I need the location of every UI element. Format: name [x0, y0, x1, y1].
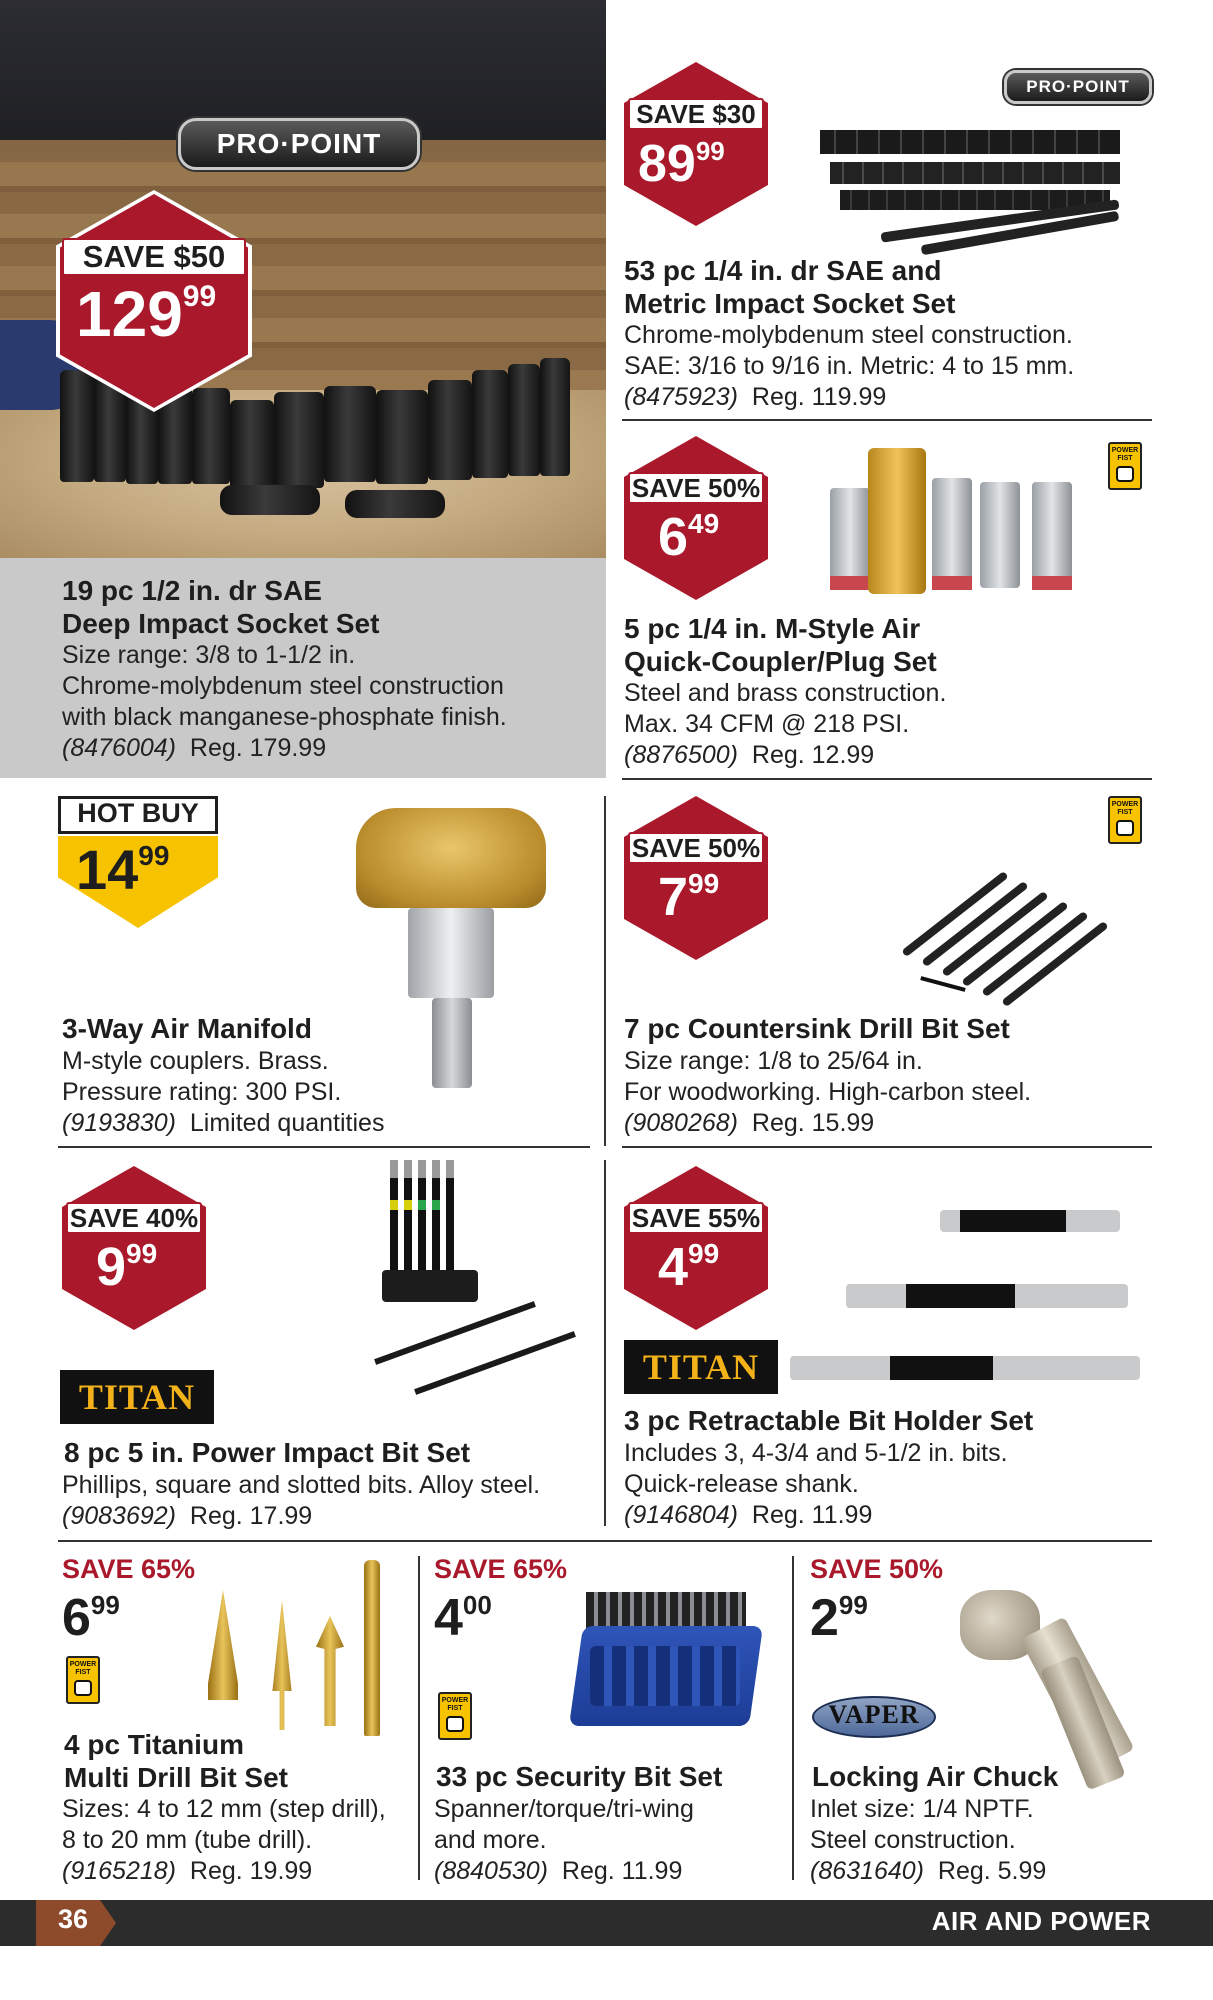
section-title: AIR AND POWER	[931, 1906, 1151, 1936]
socket-set-image-53pc	[820, 120, 1140, 250]
vaper-logo-text: VAPER	[828, 1700, 920, 1729]
reg-price: Reg. 15.99	[751, 1109, 875, 1137]
divider-vertical	[604, 796, 606, 1146]
sku: (8631640)	[810, 1857, 924, 1885]
save-label: SAVE 50%	[628, 472, 764, 504]
save-label: SAVE 55%	[628, 1202, 764, 1234]
titan-logo: TITAN	[624, 1340, 778, 1394]
reg-price: Reg. 17.99	[189, 1502, 313, 1530]
titan-logo: TITAN	[60, 1370, 214, 1424]
price-badge-19pc	[56, 190, 252, 412]
divider	[58, 1540, 1152, 1542]
product-title-4pc: 4 pc Titanium Multi Drill Bit Set	[64, 1729, 288, 1793]
divider	[622, 778, 1152, 780]
reg-price: Limited quantities	[189, 1109, 385, 1137]
reg-price: Reg. 11.99	[561, 1857, 683, 1885]
price-badge-5pc	[620, 432, 772, 604]
save-label: SAVE 65%	[62, 1554, 196, 1584]
hot-buy-badge	[58, 796, 218, 928]
sale-price: $2^{99}$	[810, 1589, 868, 1647]
powerfist-logo: POWER FIST	[1108, 442, 1142, 490]
product-desc-air-chuck: Inlet size: 1/4 NPTF. Steel construction. (8631640) Reg. 5.99	[810, 1795, 1047, 1885]
sku: (8475923)	[624, 383, 738, 411]
save-label: SAVE 40%	[66, 1202, 202, 1234]
sale-price: 12999	[76, 278, 217, 350]
air-manifold-image	[356, 808, 546, 1092]
reg-price: Reg. 12.99	[751, 741, 875, 769]
propoint-logo-small: PRO·POINT	[1004, 70, 1152, 104]
sale-price: 499	[658, 1237, 720, 1297]
product-title-air-chuck: Locking Air Chuck	[812, 1761, 1059, 1792]
product-desc-8pc: Phillips, square and slotted bits. Alloy steel. (9083692) Reg. 17.99	[62, 1471, 541, 1530]
divider	[622, 1146, 1152, 1148]
sku: (9193830)	[62, 1109, 176, 1137]
sku: (8476004)	[62, 734, 176, 762]
product-desc-5pc: Steel and brass construction. Max. 34 CFM @ 218 PSI. (8876500) Reg. 12.99	[624, 679, 947, 769]
product-desc-4pc: Sizes: 4 to 12 mm (step drill), 8 to 20 mm (tube drill). (9165218) Reg. 19.99	[62, 1795, 386, 1885]
divider	[58, 1146, 590, 1148]
product-title-8pc: 8 pc 5 in. Power Impact Bit Set	[64, 1437, 471, 1468]
sale-price: 999	[96, 1237, 158, 1297]
sale-price: $4^{00}$	[434, 1589, 492, 1647]
save-label: SAVE 50%	[810, 1554, 944, 1584]
product-title-33pc: 33 pc Security Bit Set	[436, 1761, 723, 1792]
bit-holders-image	[790, 1200, 1140, 1380]
product-title-manifold: 3-Way Air Manifold	[62, 1013, 312, 1044]
save-label: SAVE $50	[62, 238, 246, 276]
reg-price: Reg. 179.99	[189, 734, 327, 762]
product-title-53pc: 53 pc 1/4 in. dr SAE and Metric Impact Socket Set	[624, 255, 956, 319]
titanium-drill-bits-image	[204, 1560, 388, 1736]
product-desc-33pc: Spanner/torque/tri-wing and more. (8840530) Reg. 11.99	[434, 1795, 694, 1885]
propoint-logo: PRO·POINT	[178, 118, 420, 170]
product-desc-3pc: Includes 3, 4-3/4 and 5-1/2 in. bits. Quick-release shank. (9146804) Reg. 11.99	[624, 1439, 1008, 1529]
save-label: SAVE 65%	[434, 1554, 568, 1584]
divider-vertical	[604, 1160, 606, 1526]
sku: (9080268)	[624, 1109, 738, 1137]
save-label: SAVE $30	[628, 98, 764, 130]
product-desc-manifold: M-style couplers. Brass. Pressure rating: 300 PSI. (9193830) Limited quantities	[62, 1047, 385, 1137]
price-badge-3pc	[620, 1162, 772, 1334]
countersink-bits-image	[880, 850, 1130, 1000]
sku: (9083692)	[62, 1502, 176, 1530]
price-badge-53pc	[620, 58, 772, 230]
powerfist-logo: POWER FIST	[66, 1656, 100, 1704]
product-title-3pc: 3 pc Retractable Bit Holder Set	[624, 1405, 1034, 1436]
sku: (8876500)	[624, 741, 738, 769]
product-desc-7pc: Size range: 1/8 to 25/64 in. For woodworking. High-carbon steel. (9080268) Reg. 15.99	[624, 1047, 1032, 1137]
reg-price: Reg. 5.99	[937, 1857, 1047, 1885]
sale-price: 799	[658, 867, 720, 927]
sku: (8840530)	[434, 1857, 548, 1885]
powerfist-logo: POWER FIST	[1108, 796, 1142, 844]
security-bit-set-image	[576, 1586, 756, 1728]
divider-vertical	[418, 1556, 420, 1880]
product-title-7pc: 7 pc Countersink Drill Bit Set	[624, 1013, 1010, 1044]
save-label: SAVE 50%	[628, 832, 764, 864]
sale-price: $6^{99}$	[62, 1589, 120, 1647]
page-number: 36	[58, 1904, 89, 1934]
product-title-5pc: 5 pc 1/4 in. M-Style Air Quick-Coupler/Plug Set	[624, 613, 937, 677]
divider-vertical	[792, 1556, 794, 1880]
divider	[622, 419, 1152, 421]
powerfist-logo: POWER FIST	[438, 1692, 472, 1740]
price-badge-8pc	[58, 1162, 210, 1334]
sale-price: 8999	[638, 135, 725, 193]
product-desc-19pc: Size range: 3/8 to 1-1/2 in. Chrome-molybdenum steel construction with black manganese-phosphate finish. (8476004) Reg. 179.99	[62, 641, 507, 762]
price-badge-7pc	[620, 792, 772, 964]
coupler-set-image	[820, 448, 1100, 598]
reg-price: Reg. 11.99	[751, 1501, 873, 1529]
sku: (9165218)	[62, 1857, 176, 1885]
product-title-19pc: 19 pc 1/2 in. dr SAE Deep Impact Socket Set	[62, 575, 380, 639]
reg-price: Reg. 119.99	[751, 383, 887, 411]
hot-buy-label: HOT BUY	[77, 798, 199, 828]
reg-price: Reg. 19.99	[189, 1857, 313, 1885]
sale-price: $14^{99}$	[76, 838, 170, 901]
impact-bits-image	[370, 1160, 580, 1390]
sku: (9146804)	[624, 1501, 738, 1529]
sale-price: 649	[658, 507, 720, 567]
product-desc-53pc: Chrome-molybdenum steel construction. SAE: 3/16 to 9/16 in. Metric: 4 to 15 mm. (8475923) Reg. 119.99	[624, 321, 1075, 411]
